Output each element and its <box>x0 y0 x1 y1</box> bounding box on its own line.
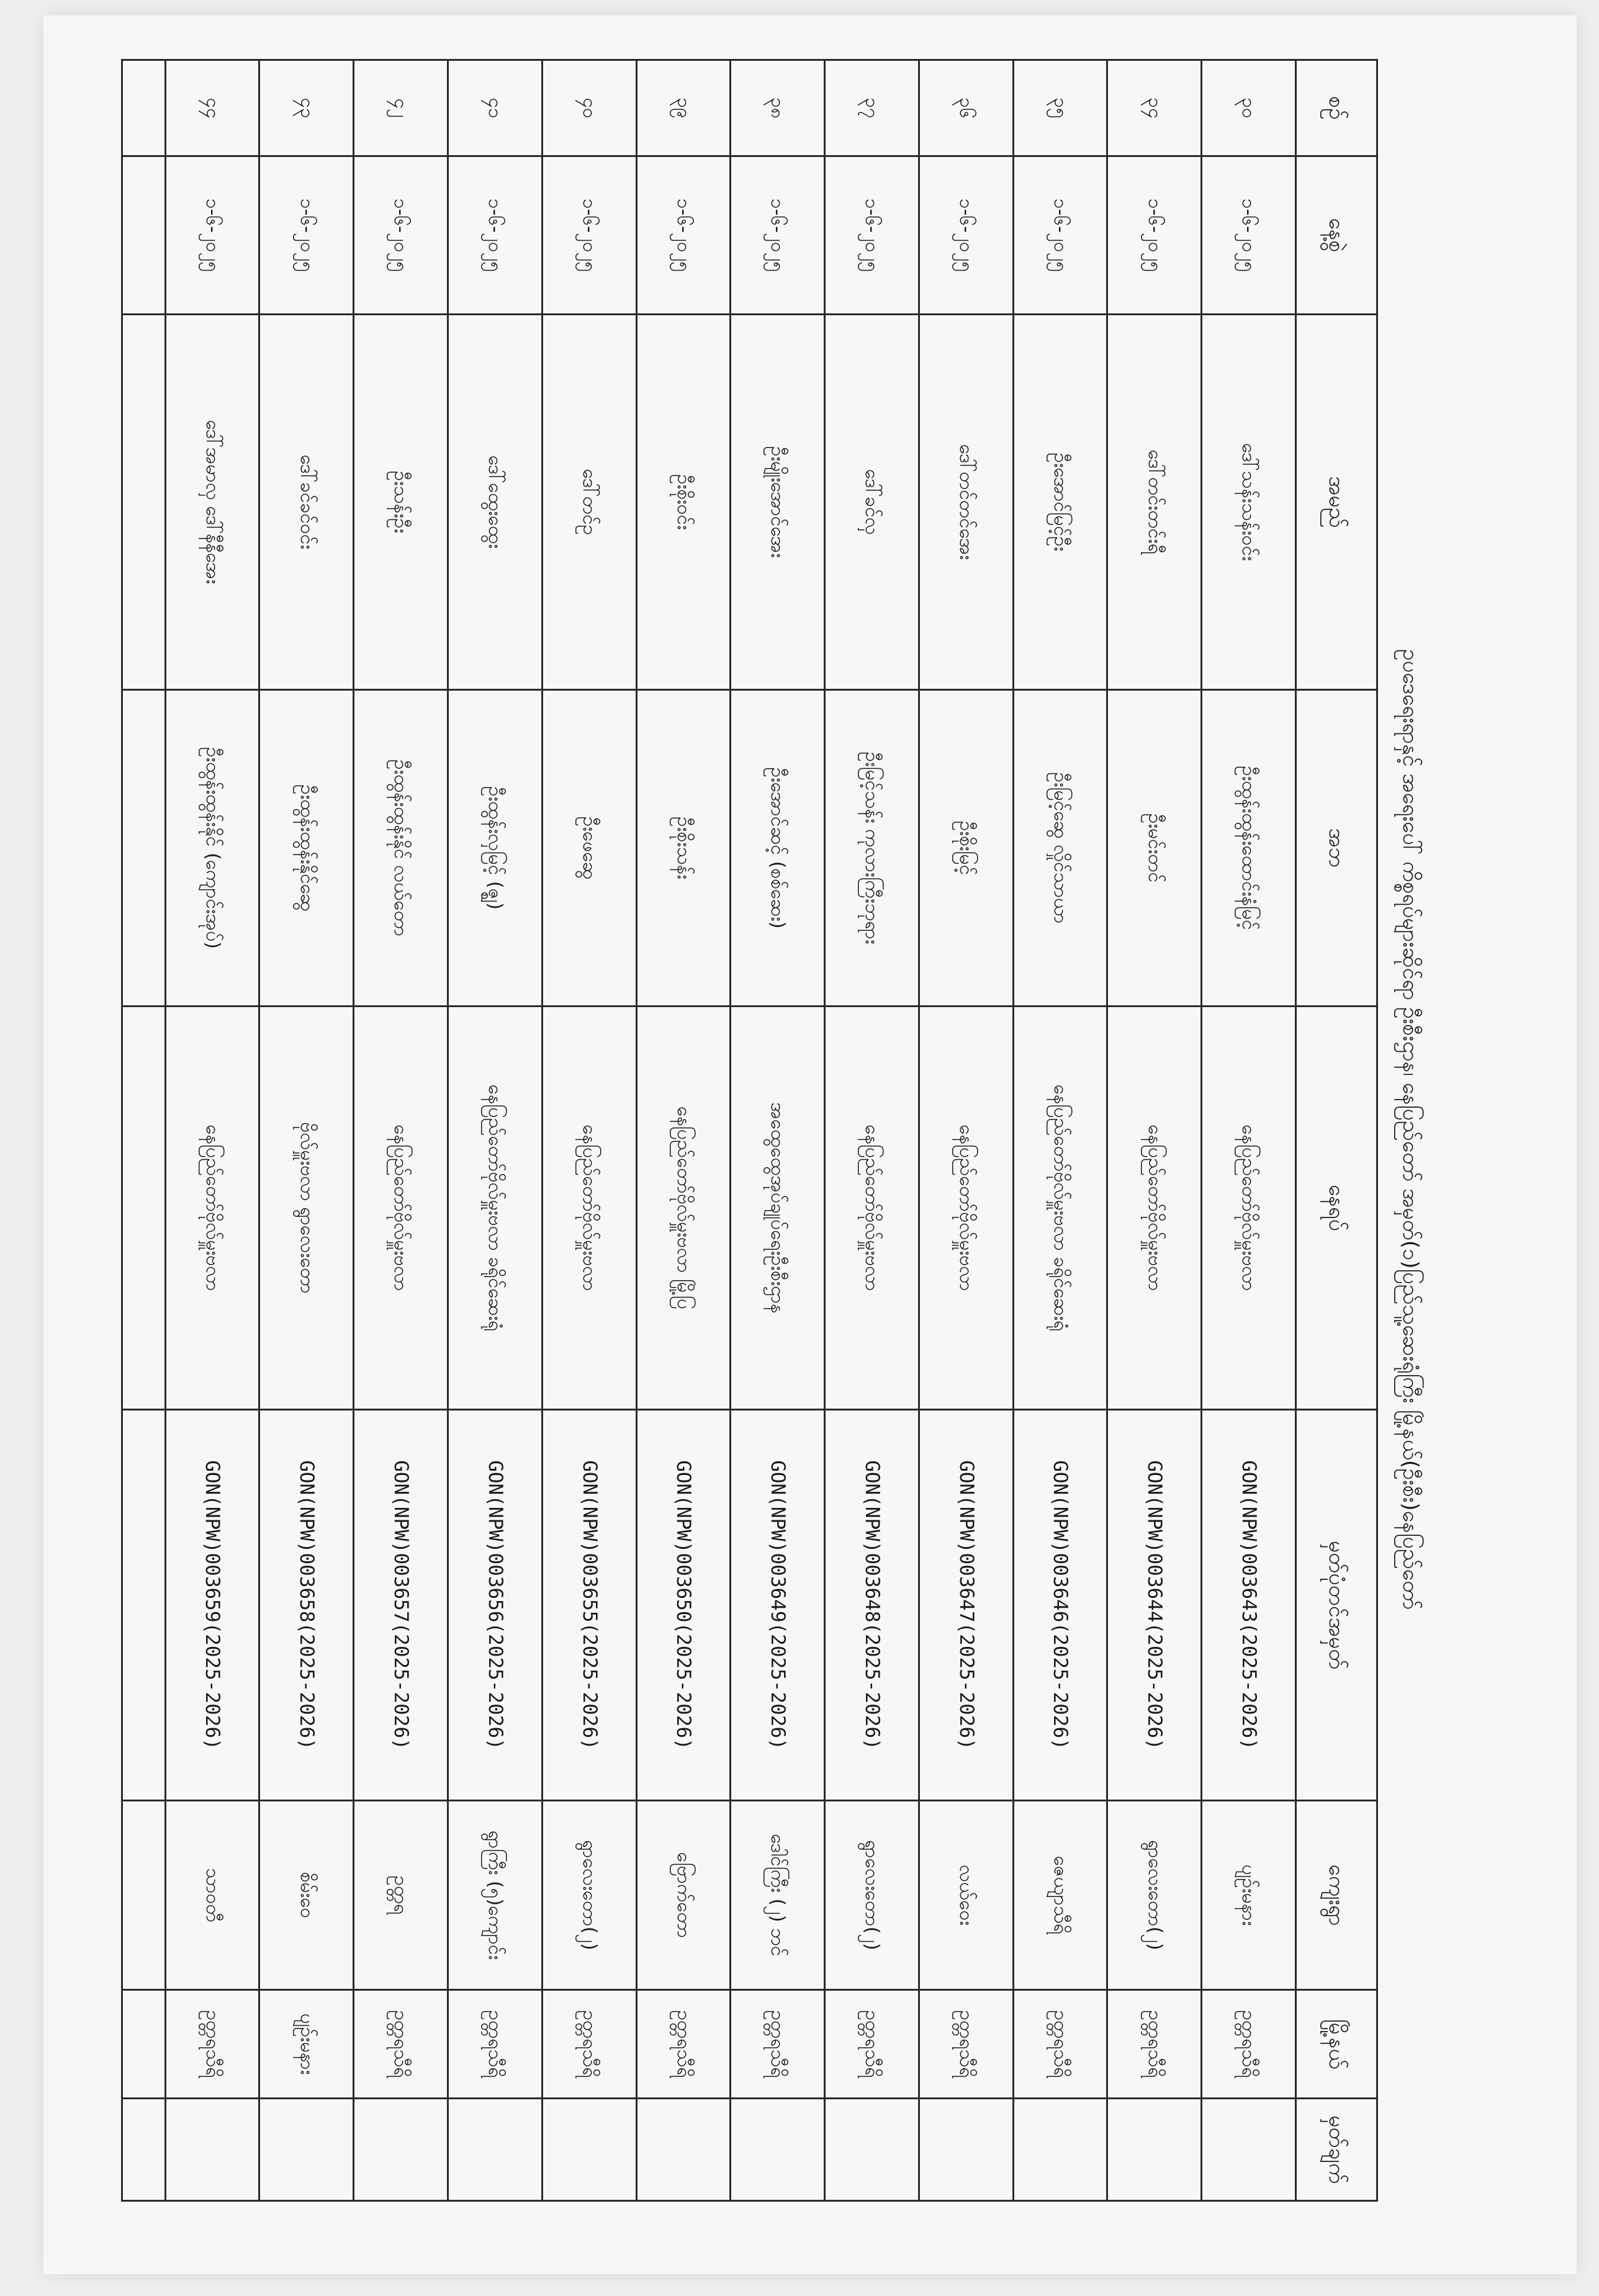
cell-township: ပျဉ်းမနား <box>259 1990 354 2099</box>
cell-relation: ဦးထွန်းထွန်းထောင်းနံမြင့် <box>1202 690 1296 1007</box>
cell-reg-no: GON(NPW)003649(2025-2026) <box>731 1410 825 1801</box>
cell-reg-no: GON(NPW)003657(2025-2026) <box>354 1410 448 1801</box>
cell-address: နေပြည်တော်ဗိုလ်မှူးဗလာ <box>825 1007 919 1410</box>
cell-remark <box>354 2099 448 2201</box>
cell-address: နေပြည်တော်ဗိုလ်မှူးဗလာ <box>542 1007 636 1410</box>
cell-name: ဒေါ်သန်းသန်းဝင်း <box>1202 315 1296 690</box>
cell-date: ၁-၆-၂၀၂၅ <box>259 156 354 315</box>
cell-relation: ဦးမြင့်သန်း ကုလားကြီးဘုရား <box>825 690 919 1007</box>
cell-date: ၁-၆-၂၀၂၅ <box>1013 156 1107 315</box>
cell-village: ရွာကြီး (၅)ကျောင်း <box>448 1801 542 1990</box>
cell-address: နေပြည်တော်ဗိုလ်မှူးဗလာ <box>919 1007 1013 1410</box>
cell-date: ၁-၆-၂၀၂၅ <box>825 156 919 315</box>
table-row <box>259 60 354 2201</box>
header-remark: မှတ်ချက် <box>1296 2099 1377 2201</box>
cell-no: ၃၄ <box>1107 60 1202 156</box>
cell-reg-no: GON(NPW)003647(2025-2026) <box>919 1410 1013 1801</box>
cell-date: ၁-၆-၂၀၂၅ <box>731 156 825 315</box>
cell-no: ၃၈ <box>731 60 825 156</box>
cell-remark <box>542 2099 636 2201</box>
register-table <box>121 59 1378 2202</box>
cell-name: ဒေါ်တင်ဥ <box>542 315 636 690</box>
empty-cell <box>122 156 166 315</box>
cell-remark <box>1013 2099 1107 2201</box>
cell-name: ဦးအောင်မြင့်ဦး <box>1013 315 1107 690</box>
empty-cell <box>122 315 166 690</box>
cell-relation: ဦးအောင်ဆင့် (စစ်ဆေး) <box>731 690 825 1007</box>
header-township: မြို့နယ် <box>1296 1990 1377 2099</box>
cell-reg-no: GON(NPW)003646(2025-2026) <box>1013 1410 1107 1801</box>
empty-cell <box>122 1990 166 2099</box>
cell-address: ဗိုလ်မှူးဗလာ ရွာလေးတော <box>259 1007 354 1410</box>
cell-township: ဥတ္တရသီရိ <box>636 1990 731 2099</box>
cell-village: ပျဉ်းမနား <box>1202 1801 1296 1990</box>
cell-no: ၃၉ <box>636 60 731 156</box>
table-row <box>448 60 542 2201</box>
cell-no: ၄၀ <box>542 60 636 156</box>
header-no: စဉ် <box>1296 60 1377 156</box>
cell-date: ၁-၆-၂၀၂၅ <box>919 156 1013 315</box>
cell-reg-no: GON(NPW)003659(2025-2026) <box>165 1410 259 1801</box>
cell-relation: ဦးစိုးသန်း <box>636 690 731 1007</box>
cell-address: နေပြည်တော်ဗိုလ်မှူးဗလာ ခရိုင်ဆေးရုံ <box>448 1007 542 1410</box>
empty-cell <box>122 690 166 1007</box>
empty-cell <box>122 2099 166 2201</box>
cell-date: ၁-၆-၂၀၂၅ <box>448 156 542 315</box>
cell-township: ဥတ္တရသီရိ <box>825 1990 919 2099</box>
cell-date: ၁-၆-၂၀၂၅ <box>354 156 448 315</box>
cell-village: ရွာလေးတော(၂) <box>825 1801 919 1990</box>
empty-cell <box>122 1007 166 1410</box>
cell-village: ရွာလေးတော(၂) <box>1107 1801 1202 1990</box>
cell-reg-no: GON(NPW)003644(2025-2026) <box>1107 1410 1202 1801</box>
cell-village: လယ်ဝေး <box>919 1801 1013 1990</box>
table-row <box>1107 60 1202 2201</box>
header-date: နေ့စွဲ <box>1296 156 1377 315</box>
cell-address: နေပြည်တော်ဗိုလ်မှူးဗလာ <box>165 1007 259 1410</box>
cell-name: ဒေါ်ခင်ခင်ဝင်း <box>259 315 354 690</box>
cell-remark <box>259 2099 354 2201</box>
cell-village: ဇေယျာသီရိ <box>1013 1801 1107 1990</box>
cell-village: သာဝတီ <box>165 1801 259 1990</box>
cell-address: နေပြည်တော်ဗိုလ်မှူးဗလာ ခရိုင်ဆေးရုံ <box>1013 1007 1107 1410</box>
cell-name: ဦးမျိုးအောင်အေး <box>731 315 825 690</box>
table-row <box>919 60 1013 2201</box>
cell-township: ဥတ္တရသီရိ <box>1013 1990 1107 2099</box>
cell-relation: ဦးမင်းတင် <box>1107 690 1202 1007</box>
cell-no: ၄၃ <box>259 60 354 156</box>
table-row <box>165 60 259 2201</box>
cell-reg-no: GON(NPW)003655(2025-2026) <box>542 1410 636 1801</box>
header-relation: အဘ <box>1296 690 1377 1007</box>
cell-no: ၄၂ <box>354 60 448 156</box>
cell-reg-no: GON(NPW)003658(2025-2026) <box>259 1410 354 1801</box>
cell-name: ဒေါ်ခင်လှ <box>825 315 919 690</box>
cell-reg-no: GON(NPW)003643(2025-2026) <box>1202 1410 1296 1801</box>
table-row <box>825 60 919 2201</box>
cell-township: ဥတ္တရသီရိ <box>1107 1990 1202 2099</box>
table-row <box>636 60 731 2201</box>
cell-date: ၁-၆-၂၀၂၅ <box>1107 156 1202 315</box>
cell-relation: ဦးဖေဆွေ <box>542 690 636 1007</box>
table-row <box>1202 60 1296 2201</box>
cell-remark <box>919 2099 1013 2201</box>
cell-township: ဥတ္တရသီရိ <box>165 1990 259 2099</box>
cell-village: ရွာလေးတော(၂) <box>542 1801 636 1990</box>
cell-no: ၄၄ <box>165 60 259 156</box>
cell-township: ဥတ္တရသီရိ <box>448 1990 542 2099</box>
cell-township: ဥတ္တရသီရိ <box>919 1990 1013 2099</box>
cell-name: ဒေါ်အမာလှ ဒေါ်နီနီအေး <box>165 315 259 690</box>
cell-village: ဒေါင်ကြီး (၂) ဘင် <box>731 1801 825 1990</box>
cell-no: ၃၇ <box>825 60 919 156</box>
cell-remark <box>1202 2099 1296 2201</box>
header-reg-no: မှတ်ပုံတင်အမှတ် <box>1296 1410 1377 1801</box>
document-caption: ဥပဒေရေးရာနှင့် အရေးပေါ် ကိစ္စရပ်များဆိုင်ရာ ဦးစီးဌာန၊ နေပြည်တော် အမှတ်(၁)ပြည်သူ့ဆေးရုံကြီး မြို့နယ်(ဦးစီး)နေပြည်တော် <box>1398 648 1423 1610</box>
cell-address: နေပြည်တော်ဗိုလ်မှူးဗလာ <box>1107 1007 1202 1410</box>
cell-date: ၁-၆-၂၀၂၅ <box>636 156 731 315</box>
cell-remark <box>636 2099 731 2201</box>
cell-name: ဦးသန်းဦး <box>354 315 448 690</box>
cell-relation: ဦးထွန်းလှမြင့် (ဇ္ဈ) <box>448 690 542 1007</box>
cell-address: နေပြည်တော်ဗိုလ်မှူးဗလာ <box>1202 1007 1296 1410</box>
cell-address: အထွေထွေအုပ်ချုပ်ရေးဦးစီးဌာန <box>731 1007 825 1410</box>
cell-remark <box>1107 2099 1202 2201</box>
cell-date: ၁-၆-၂၀၂၅ <box>1202 156 1296 315</box>
cell-reg-no: GON(NPW)003656(2025-2026) <box>448 1410 542 1801</box>
empty-cell <box>122 1801 166 1990</box>
cell-reg-no: GON(NPW)003650(2025-2026) <box>636 1410 731 1801</box>
cell-relation: ဦးထွန်းထွန်းနိုင်ဆွေ <box>259 690 354 1007</box>
cell-date: ၁-၆-၂၀၂၅ <box>542 156 636 315</box>
cell-remark <box>825 2099 919 2201</box>
cell-address: နေပြည်တော်ဗိုလ်မှူးဗလာ <box>354 1007 448 1410</box>
cell-township: ဥတ္တရသီရိ <box>354 1990 448 2099</box>
cell-remark <box>165 2099 259 2201</box>
register-sheet <box>121 59 1437 2200</box>
empty-row <box>122 60 166 2201</box>
header-village: ကျေးရွာ <box>1296 1801 1377 1990</box>
cell-address: နေပြည်တော်ဗိုလ်မှူးဗလာ မြို့ပြ <box>636 1007 731 1410</box>
cell-township: ဥတ္တရသီရိ <box>1202 1990 1296 2099</box>
cell-remark <box>448 2099 542 2201</box>
table-row <box>1013 60 1107 2201</box>
empty-cell <box>122 1410 166 1801</box>
cell-name: ဒေါ်တင်တင်အေး <box>919 315 1013 690</box>
cell-name: ဒေါ်တင်းတင်းရီ <box>1107 315 1202 690</box>
cell-relation: ဦးစိုးမြင့် <box>919 690 1013 1007</box>
cell-township: ဥတ္တရသီရိ <box>542 1990 636 2099</box>
table-row <box>731 60 825 2201</box>
cell-date: ၁-၆-၂၀၂၅ <box>165 156 259 315</box>
cell-village: စိမ်းဝေ <box>259 1801 354 1990</box>
cell-village: ဥတ္တရ <box>354 1801 448 1990</box>
table-row <box>354 60 448 2201</box>
table-row <box>542 60 636 2201</box>
cell-village: ဗြောက်တော <box>636 1801 731 1990</box>
cell-reg-no: GON(NPW)003648(2025-2026) <box>825 1410 919 1801</box>
cell-relation: ဦးထွန်းထွန်းနိုင် (ကျောင်းအုပ်) <box>165 690 259 1007</box>
header-row <box>1296 60 1377 2201</box>
cell-remark <box>731 2099 825 2201</box>
cell-relation: ဦးမြင့်ဆွေ လှိုင်သာယာ <box>1013 690 1107 1007</box>
header-name: အမည် <box>1296 315 1377 690</box>
empty-cell <box>122 60 166 156</box>
header-address: နေရပ် <box>1296 1007 1377 1410</box>
cell-relation: ဦးထွန်းထွန်းနိုင် လယ်တော <box>354 690 448 1007</box>
cell-no: ၄၁ <box>448 60 542 156</box>
cell-name: ဒေါ်ထွေးထွေး <box>448 315 542 690</box>
cell-no: ၃၅ <box>1013 60 1107 156</box>
cell-no: ၃၀ <box>1202 60 1296 156</box>
cell-no: ၃၆ <box>919 60 1013 156</box>
cell-name: ဦးစိုးဝင်း <box>636 315 731 690</box>
cell-township: ဥတ္တရသီရိ <box>731 1990 825 2099</box>
